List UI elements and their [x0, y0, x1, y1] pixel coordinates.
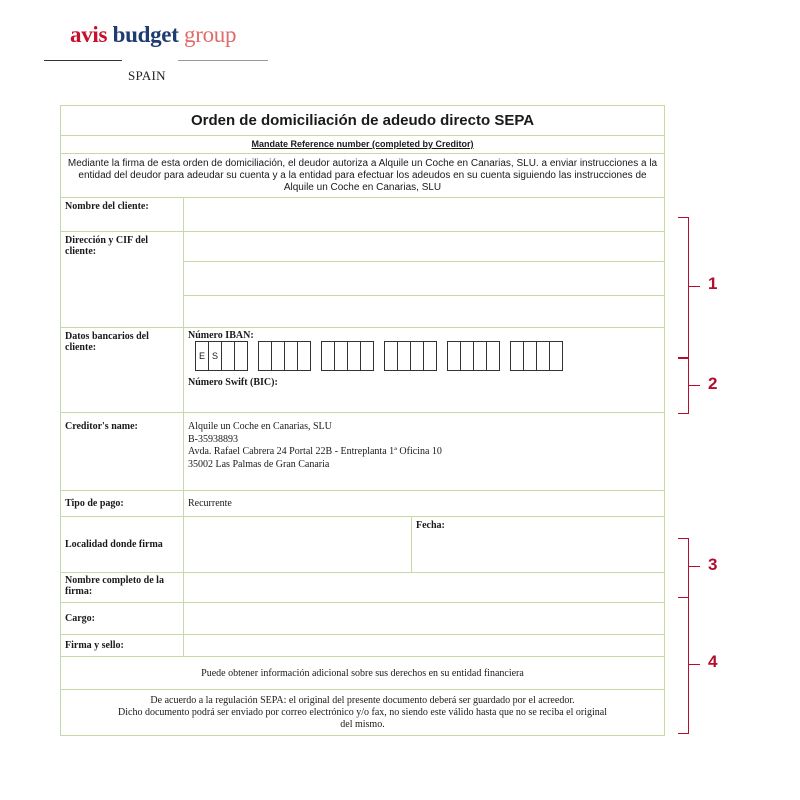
iban-digit-box[interactable]: [473, 341, 487, 371]
iban-digit-box[interactable]: [271, 341, 285, 371]
iban-digit-box[interactable]: [549, 341, 563, 371]
sign-location-label: Localidad donde firma: [61, 517, 184, 573]
bank-details-cell: [184, 328, 665, 413]
signature-field[interactable]: [184, 635, 665, 657]
iban-digit-box[interactable]: S: [208, 341, 222, 371]
iban-digit-box[interactable]: [460, 341, 474, 371]
annotation-number-4: 4: [708, 652, 718, 671]
annotation-bracket-2: [678, 358, 689, 414]
position-label: Cargo:: [61, 603, 184, 635]
iban-digit-box[interactable]: [221, 341, 235, 371]
creditor-line: Avda. Rafael Cabrera 24 Portal 22B - Entreplanta 1ª Oficina 10: [188, 446, 442, 457]
intro-text: Mediante la firma de esta orden de domiciliación, el deudor autoriza a Alquile un Coche en Canarias, SLU. a enviar instrucciones a la entidad del deudor para adeudar su cuenta y a la entidad para efectuar los adeudos en su cuenta siguiendo las instrucciones de Alquile un Coche en Canarias, SLU: [61, 154, 665, 198]
iban-digit-box[interactable]: [360, 341, 374, 371]
creditor-line: 35002 Las Palmas de Gran Canaria: [188, 458, 330, 470]
iban-digit-box[interactable]: [536, 341, 550, 371]
signature-label: Firma y sello:: [61, 635, 184, 657]
position-field[interactable]: [184, 603, 665, 635]
client-address-label: Dirección y CIF del cliente:: [61, 232, 184, 328]
logo-avis: avis: [70, 22, 108, 47]
client-address-field-2[interactable]: [184, 262, 665, 296]
iban-group-5: [447, 341, 500, 371]
footer-line: del mismo.: [340, 719, 385, 730]
date-field[interactable]: [412, 517, 665, 573]
sepa-mandate-form: [60, 105, 665, 736]
client-name-field[interactable]: [184, 198, 665, 232]
payment-type-label: Tipo de pago:: [61, 491, 184, 517]
client-name-label: Nombre del cliente:: [61, 198, 184, 232]
iban-digit-box[interactable]: [397, 341, 411, 371]
footer-line: Dicho documento podrá ser enviado por correo electrónico y/o fax, no siendo este válido hasta que no se reciba el original: [118, 707, 607, 718]
annotation-bracket-4: [678, 597, 689, 734]
mandate-reference: Mandate Reference number (completed by Creditor): [251, 139, 474, 149]
iban-group-6: [510, 341, 563, 371]
bank-details-label: Datos bancarios del cliente:: [61, 328, 184, 413]
iban-digit-box[interactable]: [410, 341, 424, 371]
iban-group-2: [258, 341, 311, 371]
client-address-field-1[interactable]: [184, 232, 665, 262]
iban-digit-box[interactable]: [297, 341, 311, 371]
iban-group-3: [321, 341, 374, 371]
swift-label: Número Swift (BIC):: [188, 377, 278, 388]
annotation-number-1: 1: [708, 274, 718, 293]
iban-digit-box[interactable]: [423, 341, 437, 371]
payment-type-value: Recurrente: [184, 491, 665, 517]
iban-digit-box[interactable]: E: [195, 341, 209, 371]
creditor-details: [184, 413, 665, 491]
form-title-cell: [61, 106, 665, 136]
sign-location-field[interactable]: [184, 517, 412, 573]
annotation-tick-2: [688, 385, 700, 386]
company-logo: [70, 22, 236, 48]
iban-digit-box[interactable]: [234, 341, 248, 371]
logo-divider-left: [44, 60, 122, 61]
creditor-name-label: Creditor's name:: [61, 413, 184, 491]
iban-digit-box[interactable]: [284, 341, 298, 371]
annotation-bracket-3: [678, 538, 689, 598]
iban-digit-box[interactable]: [384, 341, 398, 371]
iban-digit-box[interactable]: [523, 341, 537, 371]
annotation-tick-4: [688, 664, 700, 665]
creditor-line: B-35938893: [188, 433, 238, 445]
annotation-tick-1: [688, 286, 700, 287]
logo-budget: budget: [112, 22, 179, 47]
iban-input-group: [195, 341, 573, 371]
logo-country: SPAIN: [128, 68, 166, 83]
iban-digit-box[interactable]: [321, 341, 335, 371]
iban-digit-box[interactable]: [486, 341, 500, 371]
iban-label: Número IBAN:: [188, 330, 254, 341]
signer-fullname-label: Nombre completo de la firma:: [61, 573, 184, 603]
form-title: Orden de domiciliación de adeudo directo SEPA: [190, 112, 535, 129]
iban-digit-box[interactable]: [447, 341, 461, 371]
footer-line: De acuerdo a la regulación SEPA: el original del presente documento deberá ser guardado por el acreedor.: [150, 695, 575, 706]
rights-note: Puede obtener información adicional sobre sus derechos en su entidad financiera: [61, 657, 665, 690]
iban-group-1: [195, 341, 248, 371]
annotation-number-3: 3: [708, 555, 718, 574]
date-label: Fecha:: [416, 520, 445, 531]
iban-group-4: [384, 341, 437, 371]
iban-digit-box[interactable]: [510, 341, 524, 371]
iban-digit-box[interactable]: [258, 341, 272, 371]
creditor-line: Alquile un Coche en Canarias, SLU: [188, 421, 332, 432]
iban-digit-box[interactable]: [334, 341, 348, 371]
logo-group: group: [184, 22, 237, 47]
mandate-ref-cell: [61, 136, 665, 154]
annotation-bracket-1: [678, 217, 689, 358]
iban-digit-box[interactable]: [347, 341, 361, 371]
client-address-field-3[interactable]: [184, 296, 665, 328]
annotation-tick-3: [688, 566, 700, 567]
annotation-number-2: 2: [708, 374, 718, 393]
signer-fullname-field[interactable]: [184, 573, 665, 603]
sepa-footer-note: [61, 690, 665, 736]
logo-divider-right: [178, 60, 268, 61]
